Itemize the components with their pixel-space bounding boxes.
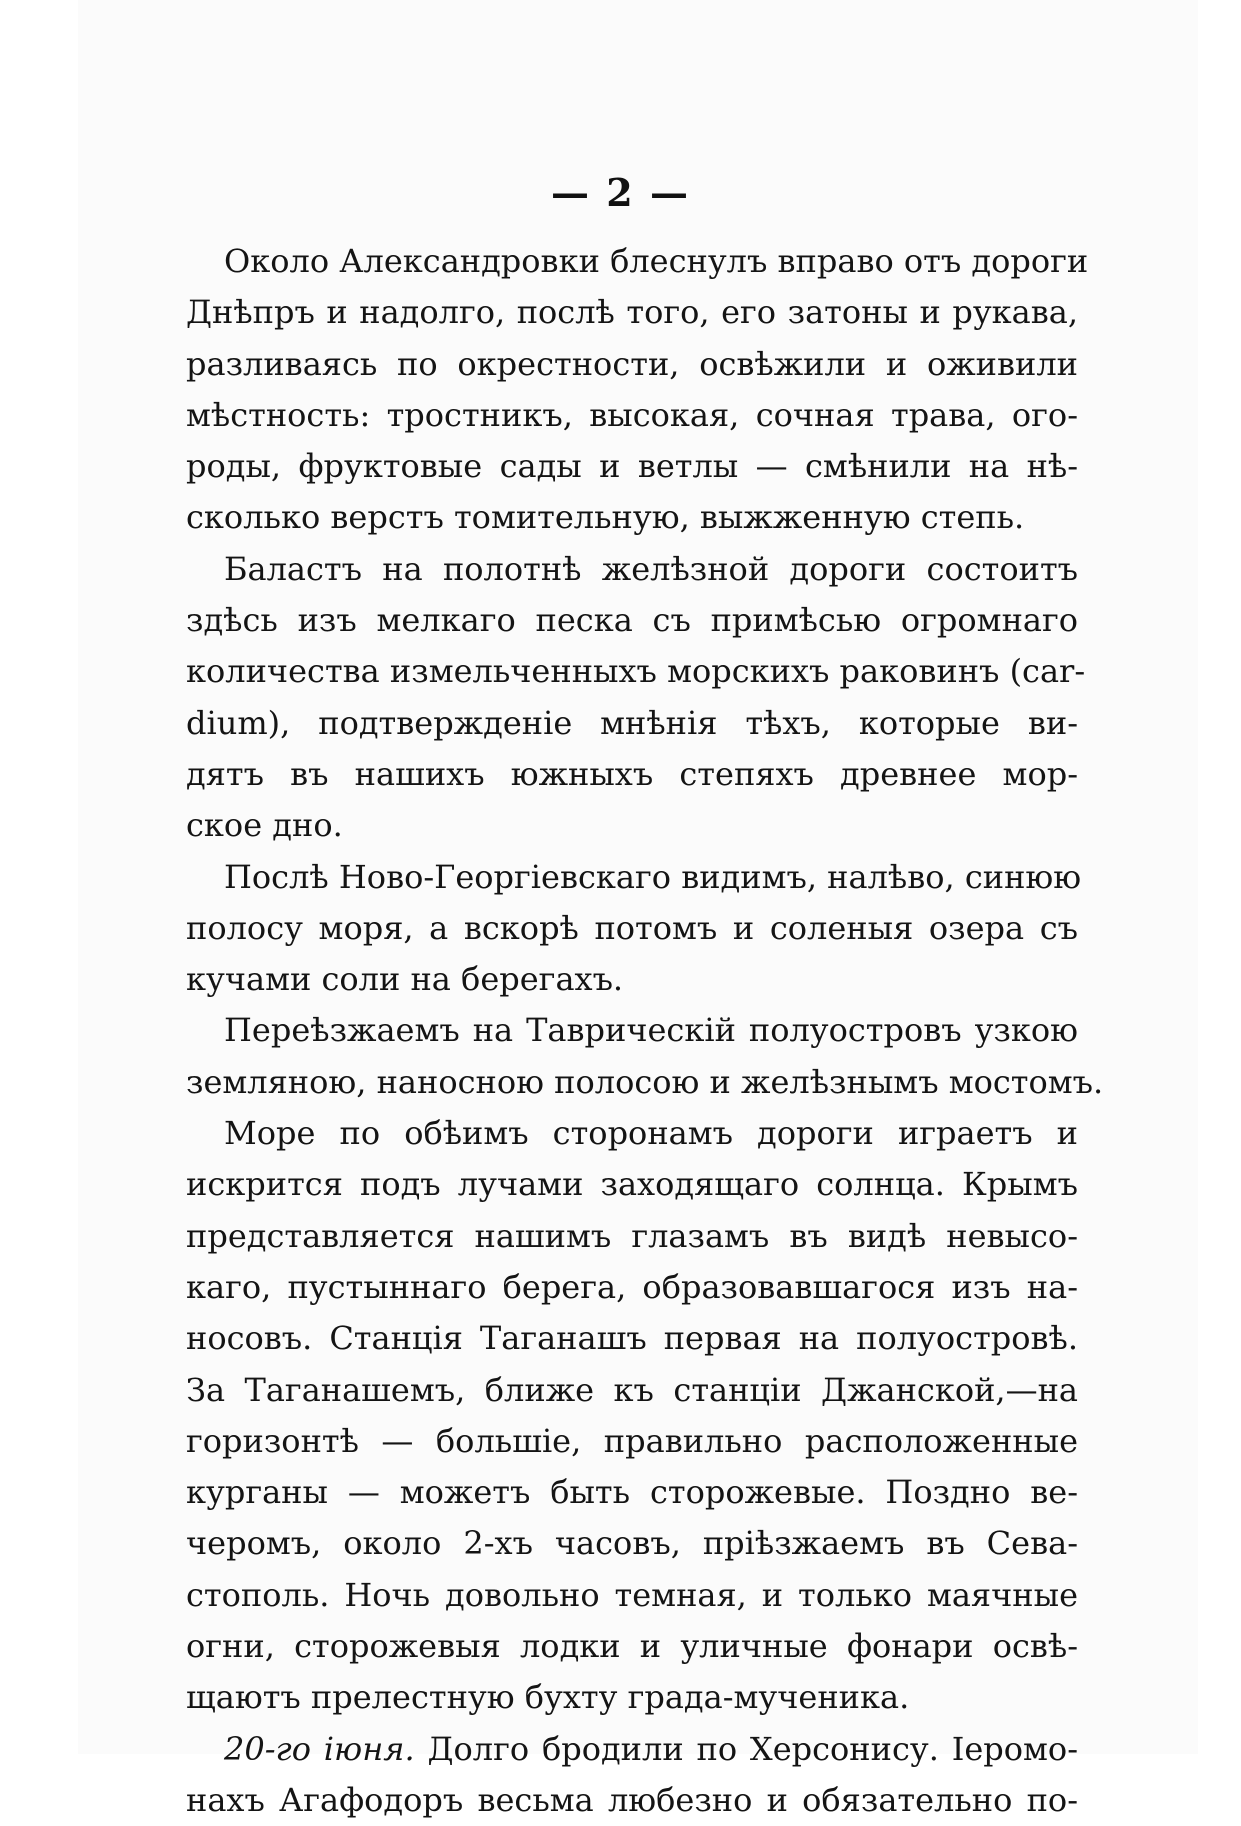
text-line: Послѣ Ново-Георгіевскаго видимъ, налѣво, синюю — [224, 857, 1082, 896]
text-line: полосу моря, а вскорѣ потомъ и соленыя озера съ — [186, 908, 1078, 947]
diary-date: 20-го іюня. — [224, 1729, 415, 1768]
text-line: стополь. Ночь довольно темная, и только маячные — [186, 1575, 1078, 1614]
text-line: dium), подтвержденіе мнѣнія тѣхъ, которые ви- — [186, 703, 1078, 742]
text-line: искрится подъ лучами заходящаго солнца. Крымъ — [186, 1165, 1078, 1204]
text-line: земляною, наносною полосою и желѣзнымъ мостомъ. — [186, 1062, 1104, 1101]
paragraph-5 — [186, 1108, 1078, 1724]
paragraph-3 — [186, 852, 1082, 1006]
body-text — [186, 236, 1104, 1826]
text-line: ское дно. — [186, 806, 343, 845]
paragraph-6 — [186, 1724, 1078, 1826]
text-line: кучами соли на берегахъ. — [186, 960, 624, 999]
text-line: количества измельченныхъ морскихъ раковинъ (car- — [186, 652, 1086, 691]
text-line-dated — [186, 1724, 1078, 1775]
text-line: нахъ Агафодоръ весьма любезно и обязательно по- — [186, 1780, 1078, 1819]
text-line: За Таганашемъ, ближе къ станціи Джанской,—на — [186, 1370, 1078, 1409]
text-line: огни, сторожевыя лодки и уличные фонари освѣ- — [186, 1627, 1078, 1666]
text-line: носовъ. Станція Таганашъ первая на полуостровѣ. — [186, 1319, 1078, 1358]
text-line: черомъ, около 2-хъ часовъ, пріѣзжаемъ въ Сева- — [186, 1524, 1078, 1563]
paragraph-2 — [186, 544, 1086, 852]
text-line: представляется нашимъ глазамъ въ видѣ невысо- — [186, 1216, 1078, 1255]
paragraph-4 — [186, 1005, 1104, 1108]
text-line: дятъ въ нашихъ южныхъ степяхъ древнее мор- — [186, 754, 1078, 793]
paragraph-1 — [186, 236, 1089, 544]
text-line: разливаясь по окрестности, освѣжили и оживили — [186, 344, 1078, 383]
text-line-rest: Долго бродили по Херсонису. Іеромо- — [414, 1729, 1079, 1768]
text-line: Около Александровки блеснулъ вправо отъ дороги — [224, 242, 1089, 280]
text-line: каго, пустыннаго берега, образовавшагося изъ на- — [186, 1267, 1078, 1306]
page-number: — 2 — — [551, 170, 690, 215]
text-line: горизонтѣ — большіе, правильно расположенные — [186, 1421, 1078, 1460]
text-line: Море по обѣимъ сторонамъ дороги играетъ и — [224, 1114, 1078, 1153]
text-line: мѣстность: тростникъ, высокая, сочная трава, ого- — [186, 395, 1078, 434]
text-line: здѣсь изъ мелкаго песка съ примѣсью огромнаго — [186, 601, 1078, 640]
text-line: сколько верстъ томительную, выжженную степь. — [186, 498, 1025, 537]
text-line: курганы — можетъ быть сторожевые. Поздно ве- — [186, 1473, 1078, 1512]
text-line: Переѣзжаемъ на Таврическій полуостровъ узкою — [224, 1011, 1078, 1050]
text-line: щаютъ прелестную бухту града-мученика. — [186, 1678, 910, 1717]
text-line: Баластъ на полотнѣ желѣзной дороги состоитъ — [224, 549, 1078, 588]
text-line: роды, фруктовые сады и ветлы — смѣнили на нѣ- — [186, 447, 1078, 486]
text-line: Днѣпръ и надолго, послѣ того, его затоны и рукава, — [186, 293, 1078, 332]
